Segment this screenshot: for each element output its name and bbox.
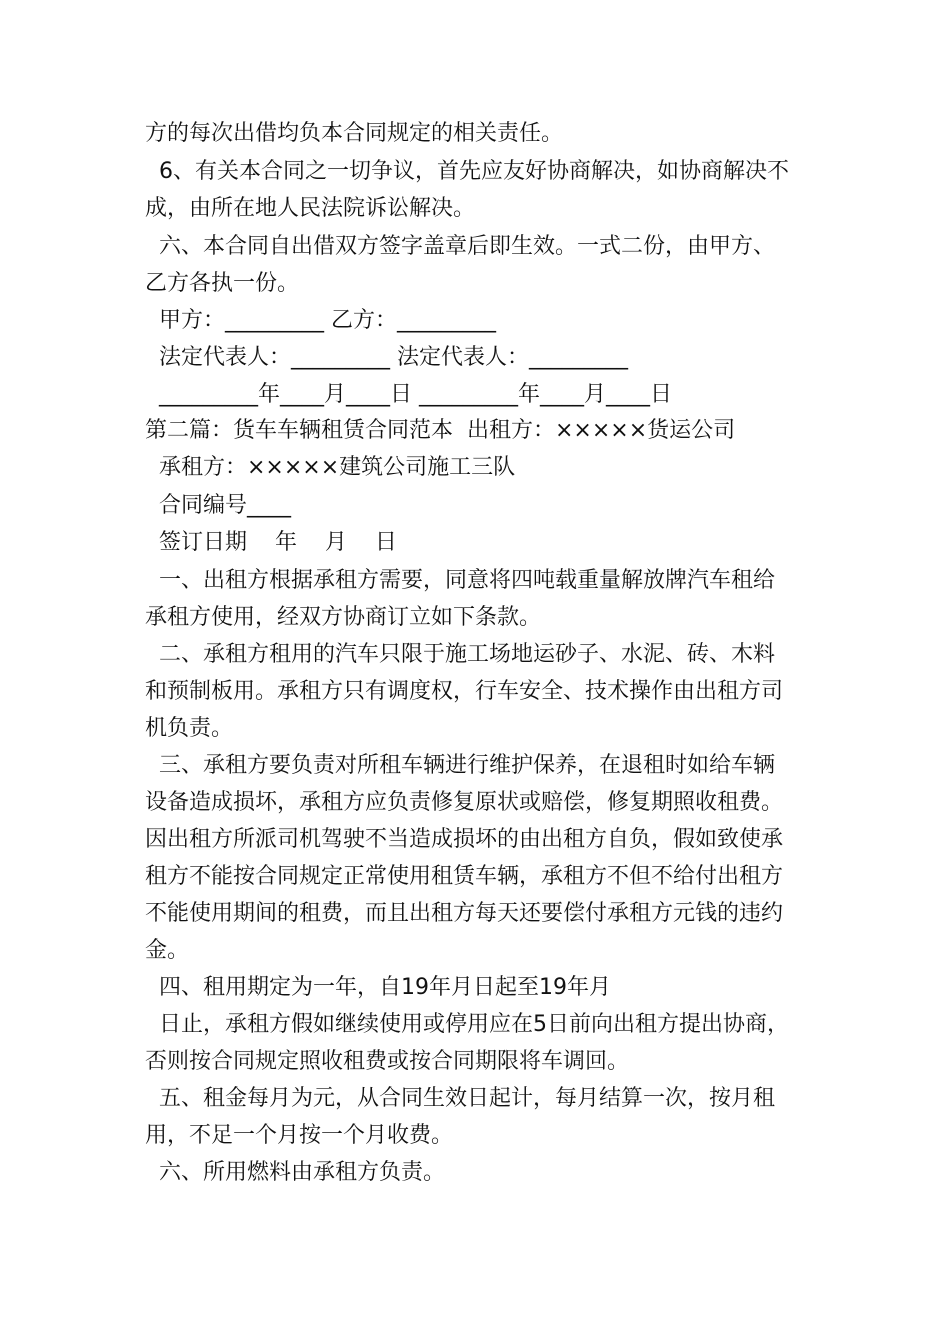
text-line: 6、有关本合同之一切争议，首先应友好协商解决，如协商解决不: [145, 159, 789, 184]
text-line: _________年____月____日 _________年____月____日: [145, 382, 672, 407]
text-line: 否则按合同规定照收租费或按合同期限将车调回。: [145, 1049, 630, 1074]
text-line: 二、承租方租用的汽车只限于施工场地运砂子、水泥、砖、木料: [145, 642, 775, 667]
text-line: 因出租方所派司机驾驶不当造成损坏的由出租方自负，假如致使承: [145, 827, 784, 852]
text-line: 甲方：_________ 乙方：_________: [145, 308, 496, 333]
text-line: 承租方使用，经双方协商订立如下条款。: [145, 605, 542, 630]
text-line: 日止，承租方假如继续使用或停用应在5日前向出租方提出协商，: [145, 1012, 789, 1037]
text-line: 方的每次出借均负本合同规定的相关责任。: [145, 121, 564, 146]
text-line: 六、所用燃料由承租方负责。: [145, 1160, 445, 1185]
text-line: 用，不足一个月按一个月收费。: [145, 1123, 454, 1148]
text-line: 设备造成损坏，承租方应负责修复原状或赔偿，修复期照收租费。: [145, 790, 784, 815]
text-line: 合同编号____: [145, 493, 291, 518]
text-line: 一、出租方根据承租方需要，同意将四吨载重量解放牌汽车租给: [145, 568, 775, 593]
text-line: 签订日期 年 月 日: [145, 530, 397, 555]
text-line: 机负责。: [145, 716, 234, 741]
text-line: 金。: [145, 938, 190, 963]
text-line: 四、租用期定为一年，自19年月日起至19年月: [145, 975, 611, 1000]
text-line: 承租方：×××××建筑公司施工三队: [145, 455, 516, 480]
text-line: 和预制板用。承租方只有调度权，行车安全、技术操作由出租方司: [145, 679, 784, 704]
section-heading: 第二篇：货车车辆租赁合同范本 出租方：×××××货运公司: [145, 418, 736, 443]
text-line: 租方不能按合同规定正常使用租赁车辆，承租方不但不给付出租方: [145, 864, 784, 889]
text-line: 六、本合同自出借双方签字盖章后即生效。一式二份，由甲方、: [145, 234, 775, 259]
text-line: 五、租金每月为元，从合同生效日起计，每月结算一次，按月租: [145, 1086, 775, 1111]
text-line: 乙方各执一份。: [145, 271, 300, 296]
text-line: 不能使用期间的租费，而且出租方每天还要偿付承租方元钱的违约: [145, 901, 784, 926]
text-line: 三、承租方要负责对所租车辆进行维护保养，在退租时如给车辆: [145, 753, 775, 778]
text-line: 成，由所在地人民法院诉讼解决。: [145, 196, 476, 221]
text-line: 法定代表人：_________ 法定代表人：_________: [145, 345, 628, 370]
